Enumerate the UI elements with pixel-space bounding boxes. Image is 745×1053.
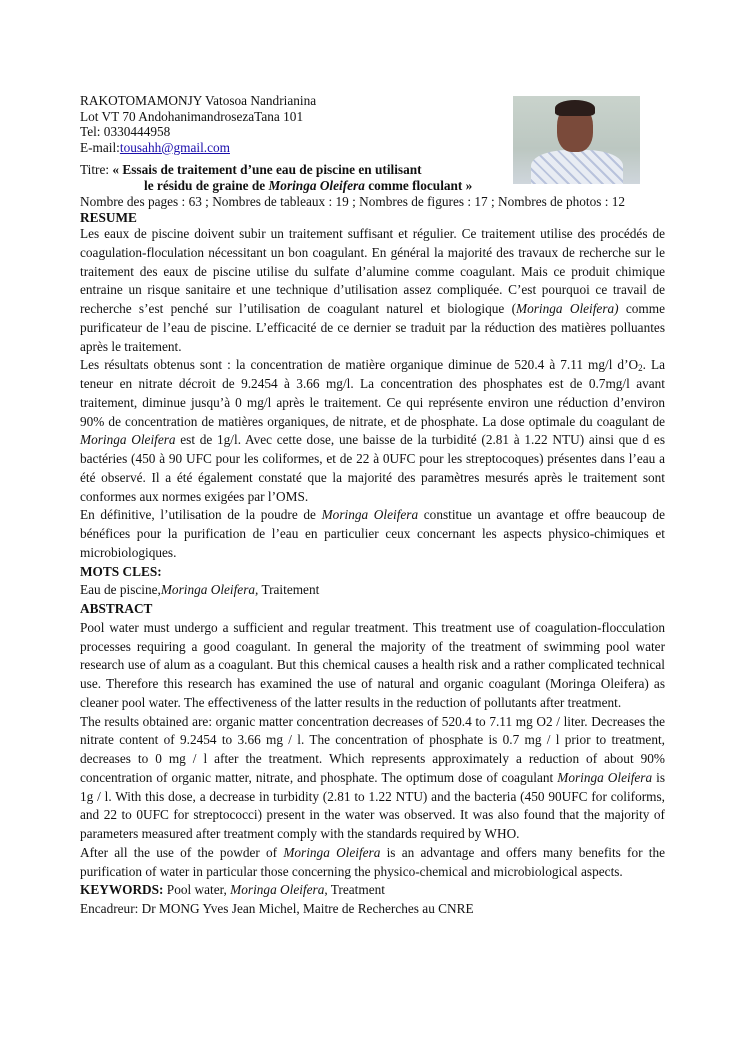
text: Pool water, [163, 882, 231, 898]
text: comme purificateur de l’eau de piscine. L’efficacité de ce dernier se traduit par la réduction des matières polluantes après le traitement. [80, 301, 666, 354]
mots-cles-line [80, 581, 665, 600]
text: est de 1g/l. Avec cette dose, une baisse de la turbidité (2.81 à 1.22 NTU) ainsi que d es bactéries (450 à 90 UFC pour les coliformes, et de 22 à 0UFC pour les streptocoques) présentes dans l’eau a été observé. Il a été également constaté que la majorité des paramètres mesurés après le traitement sont conformes aux normes exigées par l’OMS. [80, 432, 665, 504]
mots-cles-heading: MOTS CLES: [80, 563, 162, 579]
author-block [80, 93, 316, 155]
text: constitue un avantage et offre beaucoup de bénéfices pour la purification de l’eau en particulier ceux concernant les aspects physico-chimiques et microbiologiques. [80, 507, 665, 560]
author-photo [513, 96, 640, 184]
email-label: E-mail: [80, 139, 120, 155]
supervisor-line: Encadreur: Dr MONG Yves Jean Michel, Maitre de Recherches au CNRE [80, 901, 474, 916]
species-italic: Moringa Oleifera [283, 844, 381, 860]
resume-heading: RESUME [80, 209, 137, 225]
author-address: Lot VT 70 AndohanimandrosezaTana 101 [80, 108, 304, 124]
resume-paragraph-1 [80, 225, 665, 356]
title-line1: « Essais de traitement d’une eau de piscine en utilisant [112, 162, 422, 177]
photo-shirt [531, 150, 623, 184]
text: En définitive, l’utilisation de la poudre de [80, 507, 322, 523]
title-species: Moringa Oleifera [268, 178, 365, 193]
keywords-line [80, 881, 665, 900]
text: , Treatment [324, 882, 385, 898]
text: After all the use of the powder of [80, 844, 284, 860]
abstract-heading: ABSTRACT [80, 601, 153, 616]
species-italic: Moringa Oleifera [321, 507, 419, 523]
stats-line: Nombre des pages : 63 ; Nombres de tableaux : 19 ; Nombres de figures : 17 ; Nombres de photos : 12 [80, 194, 626, 209]
photo-hair [555, 100, 595, 116]
title-line2a: le résidu de graine de [144, 178, 269, 193]
subscript: 2 [638, 363, 643, 374]
text: . La teneur en nitrate décroit de 9.2454 à 3.66 mg/l. La concentration des phosphates est de 0.7mg/l avant traitement, diminue jusqu’à 0 mg/l après le traitement. Ce qui représente environ une réduction d’environ 90% de concentration de matières organiques, de nitrate, et de phosphate. La dose optimale du coagulant de [80, 357, 665, 429]
species-italic: Moringa Oleifera [230, 882, 325, 898]
resume-paragraph-3 [80, 506, 665, 562]
title-label: Titre: [80, 162, 113, 177]
author-email-line [80, 140, 316, 156]
text: Les résultats obtenus sont : la concentration de matière organique diminue de 520.4 à 7.11 mg/l d’O [80, 357, 639, 373]
author-tel: Tel: 0330444958 [80, 124, 171, 139]
text: is an advantage and offers many benefits for the purification of water in particular those concerning the physico-chemical and microbiological aspects. [80, 844, 665, 879]
main-content [80, 194, 665, 919]
title-line2c: comme floculant » [364, 178, 473, 193]
species-italic: Moringa Oleifera [80, 432, 176, 448]
thesis-title [80, 162, 472, 194]
author-name: RAKOTOMAMONJY Vatosoa Nandrianina [80, 93, 317, 108]
text: Traitement [258, 582, 320, 598]
keywords-heading: KEYWORDS: [80, 882, 164, 898]
resume-paragraph-2 [80, 356, 665, 506]
text: is 1g / l. With this dose, a decrease in turbidity (2.81 to 1.22 NTU) and the bacteria (450 90UFC for coliforms, and 22 to 0UFC for streptococci) present in the water was observed. It was also found that the majority of parameters measured after treatment comply with the standards required by WHO. [80, 769, 666, 841]
text: Eau de piscine, [80, 582, 161, 598]
species-italic: Moringa Oleifera) [516, 301, 619, 316]
species-italic: Moringa Oleifera [557, 769, 653, 785]
email-link[interactable]: tousahh@gmail.com [119, 139, 230, 155]
abstract-paragraph-3 [80, 844, 665, 882]
text: Les eaux de piscine doivent subir un traitement suffisant et régulier. Ce traitement utilise des procédés de coagulation-floculation nécessitant un bon coagulant. En général la majorité des travaux de recherche sur le traitement des eaux de piscine utilise du sulfate d’alumine comme coagulant. Mais ce produit chimique entraine un risque sanitaire et une technique d’utilisation assez compliquée. C’est pourquoi ce travail de recherche s’est penché sur l’utilisation de coagulant naturel et biologique ( [80, 226, 665, 316]
abstract-paragraph-1: Pool water must undergo a sufficient and regular treatment. This treatment use of coagulation-flocculation processes requiring a good coagulant. In general the majority of the treatment of swimming pool water research use of alum as a coagulant. But this chemical causes a health risk and a rather complicated technical use. Therefore this research has examined the use of natural and organic coagulant (Moringa Oleifera) as cleaner pool water. The effectiveness of the latter results in the reduction of pollutants after treatment. [80, 619, 665, 710]
species-italic: Moringa Oleifera, [160, 582, 259, 598]
abstract-paragraph-2 [80, 713, 665, 844]
text: The results obtained are: organic matter concentration decreases of 520.4 to 7.11 mg O2 / liter. Decreases the nitrate content of 9.2454 to 3.66 mg / l. The concentration of phosphate is 0.7 mg / l prior to treatment, decreases to 0 mg / l after the treatment. Which represents approximately a reduction of about 90% concentration of organic matter, nitrate, and phosphate. The optimum dose of coagulant [80, 713, 665, 785]
